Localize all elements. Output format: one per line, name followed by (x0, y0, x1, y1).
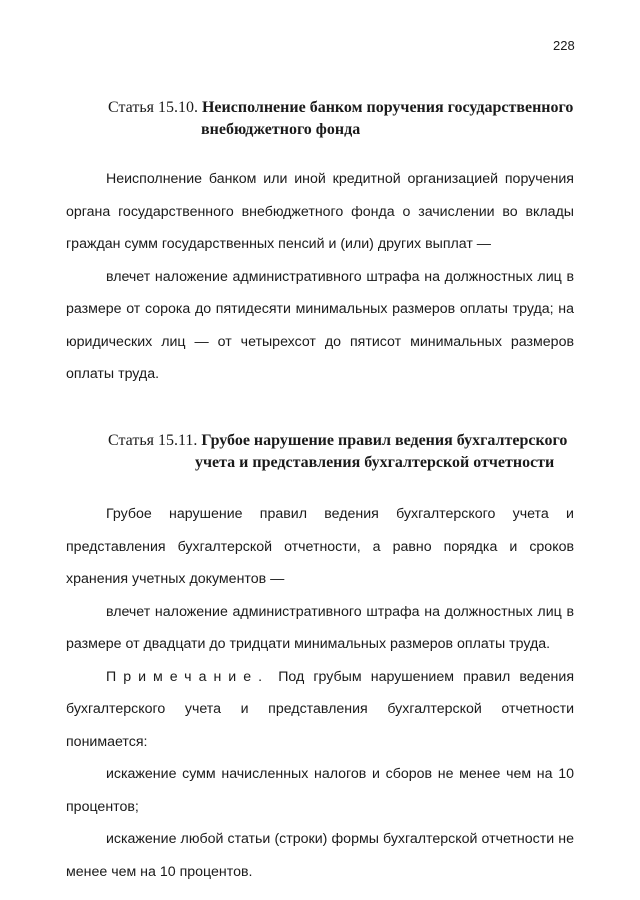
note-paragraph (66, 661, 574, 759)
article-title-continuation-15-11 (195, 452, 554, 474)
article-title-line2: учета и представления бухгалтерской отчетности (195, 454, 555, 471)
paragraph: Неисполнение банком или иной кредитной организацией поручения органа государственного внебюджетного фонда о зачислении во вклады граждан сумм государственных пенсий и (или) других выплат — (66, 171, 574, 252)
article-label: Статья 15.10. (108, 99, 198, 116)
paragraph: влечет наложение административного штрафа на должностных лиц в размере от двадцати до тридцати минимальных размеров оплаты труда. (66, 603, 574, 652)
note-label: Примечание. (106, 668, 270, 685)
note-item: искажение любой статьи (строки) формы бухгалтерской отчетности не менее чем на 10 процентов. (66, 831, 574, 880)
article-heading-15-10 (108, 97, 573, 119)
paragraph: Грубое нарушение правил ведения бухгалтерского учета и представления бухгалтерской отчетности, а равно порядка и сроков хранения учетных документов — (66, 506, 574, 587)
article-body-15-11 (66, 498, 574, 888)
paragraph: влечет наложение административного штрафа на должностных лиц в размере от сорока до пятидесяти минимальных размеров оплаты труда; на юридических лиц — от четырехсот до пятисот минимальных размеров оплаты труда. (66, 268, 574, 382)
article-title-line1: Неисполнение банком поручения государственного (201, 99, 574, 116)
article-title-continuation-15-10 (201, 119, 360, 141)
article-title-line1: Грубое нарушение правил ведения бухгалтерского (201, 432, 568, 449)
note-text: Под грубым нарушением правил ведения бухгалтерского учета и представления бухгалтерской отчетности понимается: (66, 668, 574, 750)
article-heading-15-11 (108, 430, 567, 452)
article-label: Статья 15.11. (108, 432, 198, 449)
article-body-15-10 (66, 163, 574, 391)
note-item: искажение сумм начисленных налогов и сборов не менее чем на 10 процентов; (66, 766, 574, 815)
page-number: 228 (553, 38, 575, 53)
article-title-line2: внебюджетного фонда (201, 121, 361, 138)
